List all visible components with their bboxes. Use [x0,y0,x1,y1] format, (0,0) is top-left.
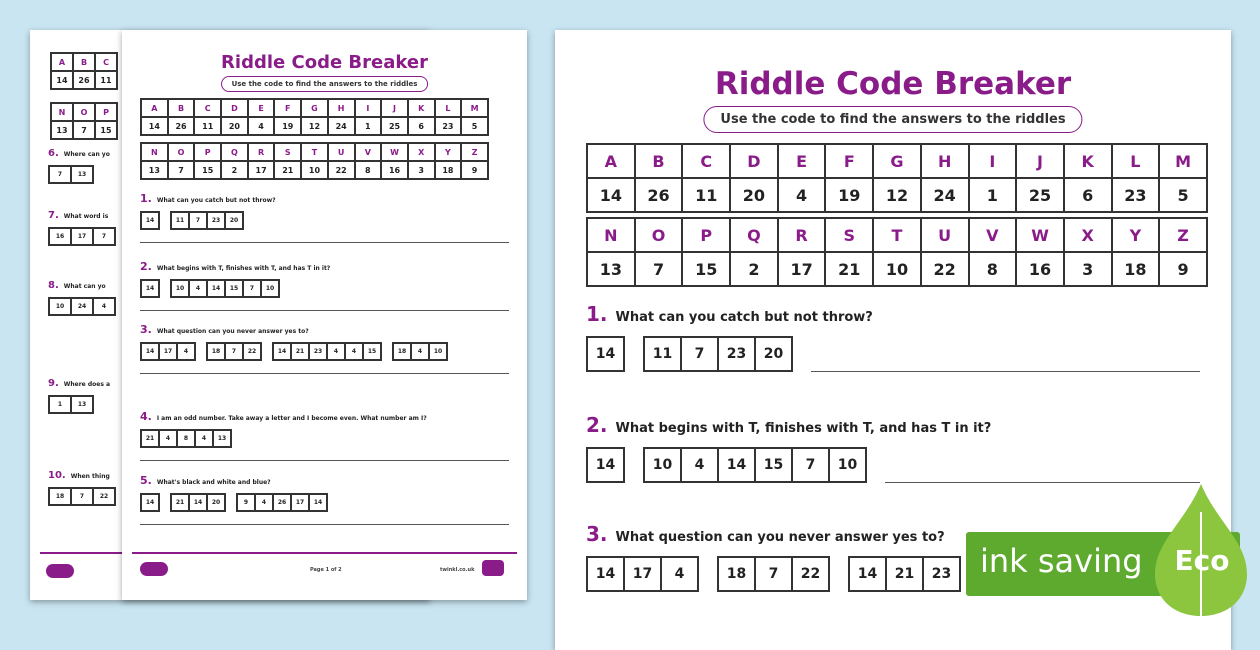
answer-word [272,342,382,361]
answer-box[interactable]: 21 [887,558,924,592]
code-letter-cell: Q [222,144,249,162]
answer-box[interactable]: 4 [190,281,208,298]
code-letter-cell: L [436,100,463,118]
code-letter-cell: F [826,145,874,179]
answer-box[interactable]: 21 [172,495,190,512]
riddle-question [140,192,509,205]
code-number-cell: 13 [588,253,636,287]
code-letter-cell: O [74,104,96,122]
answer-box[interactable]: 17 [292,495,310,512]
code-letter-cell: E [249,100,276,118]
code-number-cell: 10 [874,253,922,287]
code-letter-cell: C [195,100,222,118]
answer-word [140,493,160,512]
riddle-number: 10. [48,470,66,481]
riddle-number: 2. [586,413,608,437]
code-number-cell: 12 [302,118,329,136]
answer-box[interactable]: 8 [178,431,196,448]
riddle-text: What's black and white and blue? [156,479,271,486]
code-number-cell: 24 [922,179,970,213]
code-letter-cell: H [922,145,970,179]
code-letter-cell: V [356,144,383,162]
answer-box[interactable]: 7 [226,344,244,361]
code-letter-cell: W [1017,219,1065,253]
code-letter-cell: B [636,145,684,179]
answer-box[interactable]: 16 [50,229,72,246]
code-number-cell: 1 [970,179,1018,213]
answer-box[interactable]: 7 [682,338,719,372]
answer-box[interactable]: 23 [719,338,756,372]
answer-box[interactable]: 18 [719,558,756,592]
riddle-1 [140,192,509,243]
code-number-cell: 7 [74,122,96,140]
footer-site: twinkl.co.uk [440,567,475,573]
answer-word [170,279,280,298]
answer-box[interactable]: 7 [244,281,262,298]
code-letter-cell: A [52,54,74,72]
answer-word [717,556,830,592]
riddle-4 [140,410,509,461]
code-letter-cell: E [779,145,827,179]
riddle-text: What question can you never answer yes to? [156,328,309,335]
riddle-number: 9. [48,378,59,389]
answer-box[interactable]: 10 [50,299,72,316]
code-number-cell: 13 [142,162,169,180]
answer-word [848,556,961,592]
answer-box[interactable]: 7 [793,449,830,483]
answer-line[interactable] [140,310,509,311]
answer-box[interactable]: 23 [208,213,226,230]
answer-word [170,493,226,512]
answer-box[interactable]: 14 [142,213,160,230]
answer-word [140,429,232,448]
answer-line[interactable] [811,371,1200,372]
answer-row [140,211,509,230]
answer-row [140,279,509,298]
code-number-cell: 18 [1113,253,1161,287]
code-number-cell: 6 [409,118,436,136]
code-letter-cell: G [302,100,329,118]
code-letter-cell: U [922,219,970,253]
answer-box[interactable]: 4 [94,299,116,316]
answer-box[interactable]: 22 [244,344,262,361]
code-number-cell: 4 [779,179,827,213]
code-number-cell: 11 [96,72,118,90]
code-number-cell: 5 [1160,179,1208,213]
code-number-cell: 17 [249,162,276,180]
code-number-cell: 26 [74,72,96,90]
riddle-question [140,474,509,487]
answer-box[interactable]: 14 [850,558,887,592]
riddle-question [140,260,509,273]
code-number-cell: 22 [329,162,356,180]
code-letter-cell: D [222,100,249,118]
code-number-cell: 4 [249,118,276,136]
footer-page-number: Page 1 of 2 [310,567,342,573]
answer-box[interactable]: 4 [682,449,719,483]
answer-box[interactable]: 10 [430,344,448,361]
code-table-row1 [586,143,1208,213]
answer-row [586,447,1200,483]
riddle-1 [586,302,1200,372]
code-letter-cell: A [142,100,169,118]
answer-box[interactable]: 14 [588,338,625,372]
answer-box[interactable]: 7 [50,167,72,184]
riddle-number: 1. [586,302,608,326]
answer-box[interactable]: 4 [256,495,274,512]
riddle-question [140,323,509,336]
riddle-text: What question can you never answer yes to? [615,530,945,545]
answer-box[interactable]: 18 [394,344,412,361]
answer-word [48,395,94,414]
code-letter-cell: U [329,144,356,162]
answer-box[interactable]: 4 [196,431,214,448]
answer-box[interactable]: 4 [328,344,346,361]
code-number-cell: 12 [874,179,922,213]
riddle-text: What begins with T, finishes with T, and has T in it? [156,265,331,272]
answer-word [140,342,196,361]
answer-row [140,493,509,512]
code-letter-cell: Y [436,144,463,162]
answer-box[interactable]: 21 [142,431,160,448]
code-letter-cell: D [731,145,779,179]
code-letter-cell: N [588,219,636,253]
code-number-cell: 14 [588,179,636,213]
answer-box[interactable]: 17 [160,344,178,361]
code-number-cell: 7 [169,162,196,180]
code-letter-cell: K [409,100,436,118]
riddle-text: When thing [70,473,110,480]
riddle-number: 4. [140,410,152,423]
answer-word [48,227,116,246]
answer-line[interactable] [140,242,509,243]
answer-box[interactable]: 9 [238,495,256,512]
code-letter-cell: Z [1160,219,1208,253]
code-number-cell: 23 [1113,179,1161,213]
code-letter-cell: W [382,144,409,162]
code-number-cell: 6 [1065,179,1113,213]
answer-box[interactable]: 24 [72,299,94,316]
riddle-text: What can you catch but not throw? [156,197,276,204]
code-letter-cell: P [683,219,731,253]
riddle-text: What begins with T, finishes with T, and has T in it? [615,421,992,436]
twinkl-logo-icon [46,564,74,578]
code-letter-cell: G [874,145,922,179]
answer-word [140,211,160,230]
answer-box[interactable]: 11 [172,213,190,230]
code-number-cell: 20 [222,118,249,136]
code-letter-cell: S [275,144,302,162]
answer-box[interactable]: 4 [412,344,430,361]
riddle-text: Where does a [63,381,111,388]
code-number-cell: 11 [195,118,222,136]
answer-box[interactable]: 10 [645,449,682,483]
answer-box[interactable]: 7 [756,558,793,592]
answer-word [586,447,625,483]
riddle-number: 2. [140,260,152,273]
code-letter-cell: X [409,144,436,162]
answer-box[interactable]: 21 [292,344,310,361]
code-number-cell: 15 [195,162,222,180]
code-number-cell: 2 [222,162,249,180]
code-letter-cell: Y [1113,219,1161,253]
answer-box[interactable]: 10 [262,281,280,298]
code-number-cell: 14 [142,118,169,136]
code-number-cell: 3 [1065,253,1113,287]
answer-word [48,165,94,184]
footer-divider [132,552,517,554]
code-number-cell: 14 [52,72,74,90]
code-number-cell: 15 [683,253,731,287]
code-number-cell: 8 [356,162,383,180]
riddle-2 [140,260,509,311]
code-number-cell: 21 [826,253,874,287]
code-number-cell: 9 [462,162,489,180]
code-letter-cell: C [96,54,118,72]
code-number-cell: 9 [1160,253,1208,287]
code-number-cell: 26 [169,118,196,136]
worksheet-title: Riddle Code Breaker [221,52,428,73]
answer-box[interactable]: 14 [142,281,160,298]
code-letter-cell: F [275,100,302,118]
answer-box[interactable]: 4 [662,558,699,592]
code-letter-cell: B [169,100,196,118]
code-letter-cell: M [462,100,489,118]
code-table-row1 [50,52,118,90]
answer-box[interactable]: 14 [719,449,756,483]
riddle-text: What word is [63,213,109,220]
answer-box[interactable]: 10 [830,449,867,483]
riddle-number: 8. [48,280,59,291]
riddle-2 [586,413,1200,483]
code-number-cell: 26 [636,179,684,213]
code-letter-cell: H [329,100,356,118]
riddle-number: 7. [48,210,59,221]
answer-box[interactable]: 13 [214,431,232,448]
riddle-3 [140,323,509,374]
answer-word [586,556,699,592]
twinkl-logo-icon [140,562,168,576]
answer-box[interactable]: 4 [346,344,364,361]
answer-box[interactable]: 20 [226,213,244,230]
riddle-number: 3. [140,323,152,336]
answer-word [48,297,116,316]
code-number-cell: 1 [356,118,383,136]
code-number-cell: 8 [970,253,1018,287]
code-letter-cell: Z [462,144,489,162]
code-letter-cell: X [1065,219,1113,253]
riddle-number: 5. [140,474,152,487]
answer-box[interactable]: 20 [756,338,793,372]
answer-line[interactable] [140,524,509,525]
answer-box[interactable]: 23 [924,558,961,592]
answer-line[interactable] [140,460,509,461]
code-letter-cell: A [588,145,636,179]
code-number-cell: 22 [922,253,970,287]
code-number-cell: 15 [96,122,118,140]
code-letter-cell: J [382,100,409,118]
answer-row [140,342,509,361]
answer-word [586,336,625,372]
code-letter-cell: I [356,100,383,118]
answer-box[interactable]: 14 [274,344,292,361]
answer-box[interactable]: 20 [208,495,226,512]
code-table-row2 [50,102,118,140]
code-letter-cell: B [74,54,96,72]
answer-box[interactable]: 7 [72,489,94,506]
answer-word [236,493,328,512]
code-number-cell: 20 [731,179,779,213]
code-number-cell: 3 [409,162,436,180]
answer-box[interactable]: 15 [756,449,793,483]
code-number-cell: 18 [436,162,463,180]
code-number-cell: 17 [779,253,827,287]
code-letter-cell: O [169,144,196,162]
answer-box[interactable]: 14 [142,495,160,512]
code-letter-cell: N [52,104,74,122]
code-letter-cell: V [970,219,1018,253]
answer-box[interactable]: 17 [625,558,662,592]
riddle-number: 3. [586,522,608,546]
answer-row [140,429,509,448]
answer-box[interactable]: 17 [72,229,94,246]
worksheet-page-1 [122,30,527,600]
answer-word [643,447,867,483]
code-number-cell: 23 [436,118,463,136]
riddle-number: 1. [140,192,152,205]
code-number-cell: 10 [302,162,329,180]
riddle-5 [140,474,509,525]
answer-box[interactable]: 10 [172,281,190,298]
answer-box[interactable]: 14 [588,558,625,592]
answer-box[interactable]: 13 [72,397,94,414]
riddle-question [140,410,509,423]
ink-saving-text: ink saving [980,542,1143,580]
answer-word [48,487,116,506]
answer-box[interactable]: 14 [208,281,226,298]
code-letter-cell: O [636,219,684,253]
answer-word [170,211,244,230]
answer-word [140,279,160,298]
code-letter-cell: T [874,219,922,253]
answer-box[interactable]: 4 [178,344,196,361]
riddle-question [586,413,1200,437]
code-letter-cell: C [683,145,731,179]
code-number-cell: 25 [382,118,409,136]
answer-word [643,336,793,372]
answer-box[interactable]: 14 [190,495,208,512]
answer-box[interactable]: 18 [208,344,226,361]
riddle-text: What can you catch but not throw? [615,310,873,325]
code-letter-cell: R [249,144,276,162]
answer-box[interactable]: 23 [310,344,328,361]
answer-box[interactable]: 1 [50,397,72,414]
code-number-cell: 19 [826,179,874,213]
answer-box[interactable]: 14 [588,449,625,483]
code-letter-cell: Q [731,219,779,253]
worksheet-title: Riddle Code Breaker [714,66,1072,102]
answer-word [206,342,262,361]
code-number-cell: 24 [329,118,356,136]
code-letter-cell: L [1113,145,1161,179]
answer-line[interactable] [140,373,509,374]
code-table-row2 [586,217,1208,287]
answer-box[interactable]: 15 [226,281,244,298]
code-number-cell: 7 [636,253,684,287]
code-number-cell: 25 [1017,179,1065,213]
code-number-cell: 16 [1017,253,1065,287]
code-letter-cell: M [1160,145,1208,179]
code-number-cell: 13 [52,122,74,140]
answer-box[interactable]: 22 [793,558,830,592]
answer-word [392,342,448,361]
riddle-text: What can yo [63,283,106,290]
eco-label: Eco [1174,544,1230,577]
code-letter-cell: J [1017,145,1065,179]
answer-box[interactable]: 26 [274,495,292,512]
code-letter-cell: K [1065,145,1113,179]
riddle-question [586,302,1200,326]
code-letter-cell: R [779,219,827,253]
code-letter-cell: P [96,104,118,122]
code-number-cell: 19 [275,118,302,136]
code-number-cell: 11 [683,179,731,213]
answer-box[interactable]: 4 [160,431,178,448]
code-number-cell: 2 [731,253,779,287]
worksheet-subtitle: Use the code to find the answers to the riddles [221,76,429,92]
answer-box[interactable]: 7 [190,213,208,230]
code-table-row2 [140,142,489,180]
riddle-text: I am an odd number. Take away a letter and I become even. What number am I? [156,415,427,422]
partner-logo-icon [482,560,504,576]
answer-box[interactable]: 14 [310,495,328,512]
code-number-cell: 21 [275,162,302,180]
answer-box[interactable]: 22 [94,489,116,506]
answer-row [586,336,1200,372]
code-letter-cell: P [195,144,222,162]
worksheet-subtitle: Use the code to find the answers to the riddles [703,106,1082,133]
code-number-cell: 5 [462,118,489,136]
code-table-row1 [140,98,489,136]
answer-box[interactable]: 15 [364,344,382,361]
code-letter-cell: N [142,144,169,162]
code-letter-cell: S [826,219,874,253]
code-letter-cell: I [970,145,1018,179]
riddle-number: 6. [48,148,59,159]
answer-box[interactable]: 7 [94,229,116,246]
answer-box[interactable]: 14 [142,344,160,361]
answer-box[interactable]: 18 [50,489,72,506]
code-number-cell: 16 [382,162,409,180]
answer-box[interactable]: 11 [645,338,682,372]
answer-box[interactable]: 13 [72,167,94,184]
code-letter-cell: T [302,144,329,162]
riddle-text: Where can yo [63,151,110,158]
